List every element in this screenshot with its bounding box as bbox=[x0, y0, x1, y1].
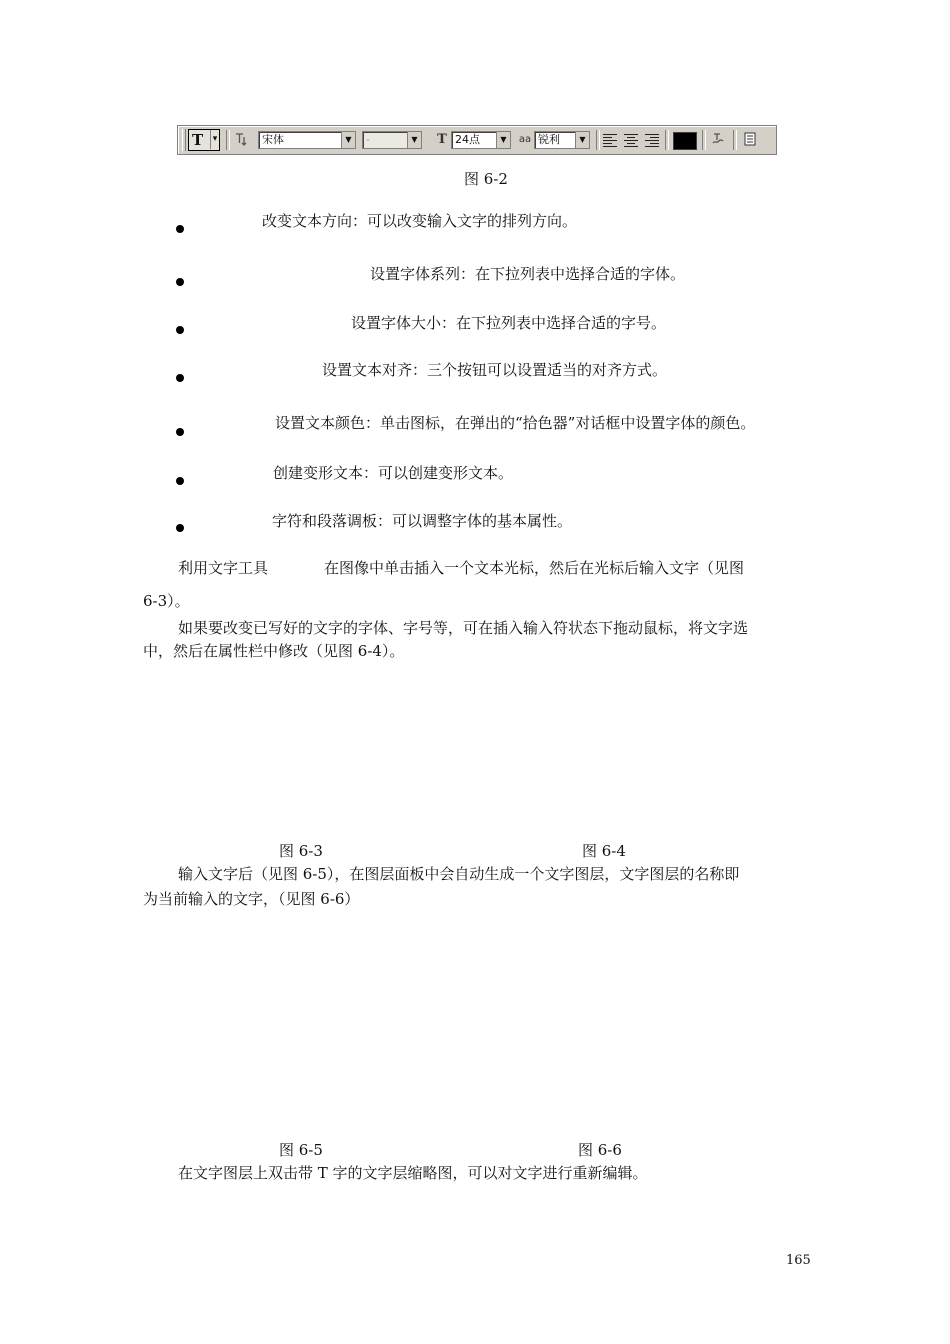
paragraph-line: 中，然后在属性栏中修改（见图 6-4）。 bbox=[143, 642, 405, 660]
bullet-dot bbox=[176, 477, 184, 485]
figure-caption: 图 6-6 bbox=[578, 1141, 622, 1159]
paragraph-line: 如果要改变已写好的文字的字体、字号等，可在插入输入符状态下拖动鼠标，将文字选 bbox=[178, 619, 749, 637]
bullet-text: 设置字体大小：在下拉列表中选择合适的字号。 bbox=[351, 314, 667, 332]
bullet-text: 设置文本对齐：三个按钮可以设置适当的对齐方式。 bbox=[322, 361, 668, 379]
paragraph-line: 为当前输入的文字，（见图 6-6） bbox=[143, 890, 360, 908]
toolbar-separator bbox=[702, 130, 706, 150]
figure-caption: 图 6-3 bbox=[279, 842, 323, 860]
align-center-icon[interactable] bbox=[624, 132, 638, 148]
bullet-text: 字符和段落调板：可以调整字体的基本属性。 bbox=[272, 512, 573, 530]
paragraph-line: 6-3）。 bbox=[143, 592, 190, 610]
font-style-select[interactable] bbox=[362, 131, 422, 149]
align-right-icon[interactable] bbox=[645, 132, 659, 148]
toolbar-separator bbox=[665, 130, 669, 150]
font-family-value: 宋体 bbox=[262, 133, 284, 146]
figure-caption: 图 6-5 bbox=[279, 1141, 323, 1159]
toolbar-separator bbox=[733, 130, 737, 150]
chevron-down-icon[interactable]: ▼ bbox=[575, 132, 589, 148]
font-family-select[interactable] bbox=[258, 131, 356, 149]
bullet-dot bbox=[176, 326, 184, 334]
bullet-dot bbox=[176, 225, 184, 233]
antialias-select[interactable] bbox=[534, 131, 590, 149]
paragraph-line: 在文字图层上双击带 T 字的文字层缩略图，可以对文字进行重新编辑。 bbox=[178, 1164, 648, 1182]
figure-caption: 图 6-4 bbox=[582, 842, 626, 860]
bullet-dot bbox=[176, 428, 184, 436]
text-color-swatch[interactable] bbox=[673, 132, 697, 150]
paragraph-line: 输入文字后（见图 6-5），在图层面板中会自动生成一个文字图层，文字图层的名称即 bbox=[178, 865, 740, 883]
chevron-down-icon[interactable]: ▼ bbox=[407, 132, 421, 148]
bullet-dot bbox=[176, 374, 184, 382]
bullet-text: 设置文本颜色：单击图标，在弹出的“拾色器”对话框中设置字体的颜色。 bbox=[275, 414, 756, 432]
bullet-text: 改变文本方向：可以改变输入文字的排列方向。 bbox=[262, 212, 578, 230]
font-size-select[interactable] bbox=[451, 131, 511, 149]
text-tool-icon: T bbox=[192, 131, 204, 149]
antialias-value: 锐利 bbox=[538, 133, 560, 146]
font-style-value: - bbox=[366, 133, 370, 146]
text-tool-options-bar bbox=[177, 125, 777, 155]
warp-text-icon[interactable] bbox=[709, 131, 727, 149]
align-left-icon[interactable] bbox=[603, 132, 617, 148]
toolbar-separator bbox=[596, 130, 600, 150]
chevron-down-icon[interactable]: ▼ bbox=[496, 132, 510, 148]
text-orientation-icon[interactable] bbox=[232, 131, 250, 149]
palette-icon[interactable] bbox=[741, 131, 759, 149]
paragraph-line: 在图像中单击插入一个文本光标，然后在光标后输入文字（见图 bbox=[324, 559, 745, 577]
bullet-dot bbox=[176, 524, 184, 532]
bullet-text: 创建变形文本：可以创建变形文本。 bbox=[273, 464, 514, 482]
text-tool-button[interactable] bbox=[188, 129, 220, 151]
font-size-icon: T bbox=[437, 132, 447, 147]
chevron-down-icon[interactable]: ▼ bbox=[341, 132, 355, 148]
bullet-text: 设置字体系列：在下拉列表中选择合适的字体。 bbox=[370, 265, 686, 283]
bullet-dot bbox=[176, 278, 184, 286]
toolbar-grip[interactable] bbox=[182, 129, 186, 151]
page-number: 165 bbox=[786, 1253, 811, 1268]
antialias-icon: aa bbox=[518, 134, 532, 145]
chevron-down-icon[interactable]: ▾ bbox=[210, 130, 219, 149]
figure-caption: 图 6-2 bbox=[464, 170, 508, 188]
font-size-value: 24点 bbox=[455, 133, 480, 146]
toolbar-separator bbox=[226, 130, 230, 150]
paragraph-line: 利用文字工具 bbox=[178, 559, 269, 577]
